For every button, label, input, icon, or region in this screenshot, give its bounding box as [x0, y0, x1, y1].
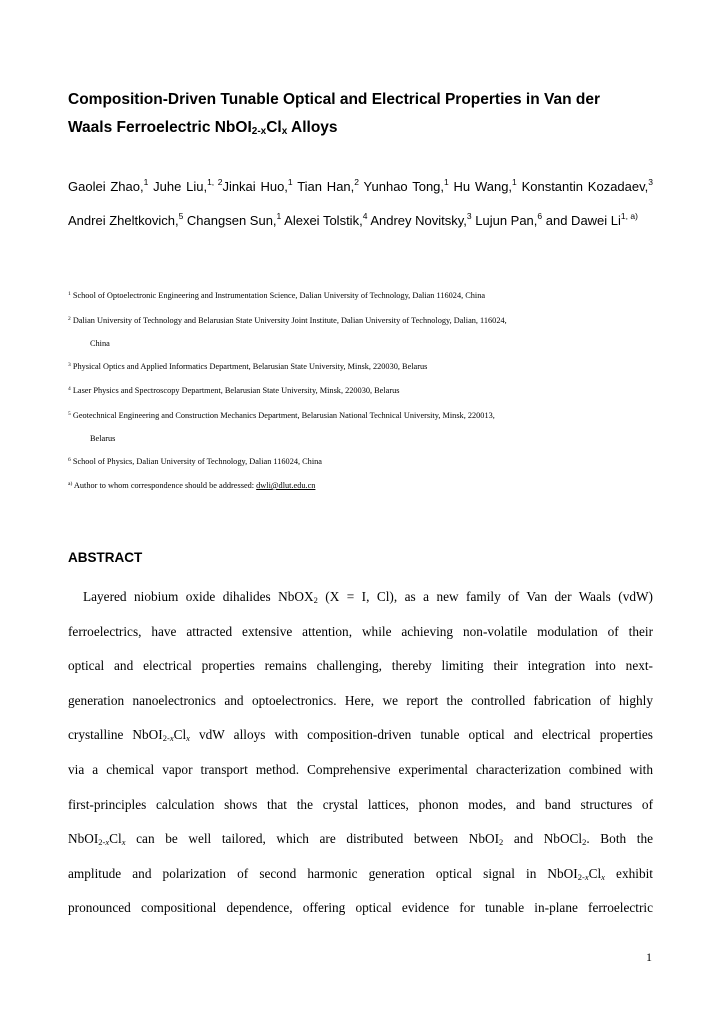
affiliation-item: $^5$ Geotechnical Engineering and Construction Mechanics Department, Belarusian National Technical University, Minsk, 220013, Belarus: [68, 410, 495, 443]
author: Jinkai Huo,$^1$: [222, 177, 293, 194]
abstract-line: ferroelectrics, have attracted extensive attention, while achieving non-volatile modulation of their: [68, 623, 653, 639]
affiliation-item: $^4$ Laser Physics and Spectroscopy Department, Belarusian State University, Minsk, 220030, Belarus: [68, 386, 400, 395]
abstract-line: generation nanoelectronics and optoelectronics. Here, we report the controlled fabrication of highly: [68, 692, 653, 708]
page-number: 1: [646, 950, 652, 964]
abstract-line: amplitude and polarization of second harmonic generation optical signal in $NbOI_{2-x}Cl_x$ exhibit: [68, 865, 653, 882]
correspondence-note: $^{a)}$ Author to whom correspondence should be addressed: dwli@dlut.edu.cn: [68, 481, 316, 490]
affiliation-item: $^2$ Dalian University of Technology and Belarusian State University Joint Institute, Dalian University of Technology, Dalian, 116024, China: [68, 315, 507, 348]
abstract-line: pronounced compositional dependence, offering optical evidence for tunable in-plane ferroelectric: [68, 900, 653, 916]
author: Gaolei Zhao,$^1$: [68, 177, 149, 194]
author: Changsen Sun,$^1$: [183, 210, 282, 228]
author: Yunhao Tong,$^1$: [359, 177, 449, 194]
affiliation-item: $^3$ Physical Optics and Applied Informatics Department, Belarusian State University, Minsk, 220030, Belarus: [68, 361, 428, 371]
author: Andrey Novitsky,$^3$: [367, 210, 472, 228]
author: Alexei Tolstik,$^4$: [281, 210, 368, 228]
correspondence-email-link[interactable]: dwli@dlut.edu.cn: [256, 481, 316, 490]
author: Juhe Liu,$^{1, 2}$: [148, 177, 223, 194]
author: and Dawei Li$^{1, a)}$: [542, 210, 638, 228]
paper-title: [68, 86, 668, 142]
affiliation-item: $^6$ School of Physics, Dalian University of Technology, Dalian 116024, China: [68, 456, 322, 466]
author-list: [68, 170, 653, 237]
author: Konstantin Kozadaev,$^3$: [516, 177, 653, 194]
affiliation-list: [68, 284, 653, 499]
abstract-line: Layered niobium oxide dihalides NbOX$_2$ (X = I, Cl), as a new family of Van der Waals (vdW): [83, 589, 653, 605]
author: Andrei Zheltkovich,$^5$: [68, 210, 184, 228]
abstract-line: via a chemical vapor transport method. Comprehensive experimental characterization combined with: [68, 761, 653, 777]
affiliation-item: $^1$ School of Optoelectronic Engineering and Instrumentation Science, Dalian University of Technology, Dalian 116024, China: [68, 291, 486, 300]
abstract-line: crystalline $NbOI_{2-x}Cl_x$ vdW alloys with composition-driven tunable optical and electrical properties: [68, 727, 653, 744]
author: Lujun Pan,$^6$: [471, 210, 543, 228]
author: Tian Han,$^2$: [292, 177, 359, 194]
author: Hu Wang,$^1$: [448, 177, 517, 194]
abstract-line: $NbOI_{2-x}Cl_x$ can be well tailored, which are distributed between NbOI$_2$ and NbOCl$_2$. Both the: [68, 831, 654, 848]
abstract-body: [68, 580, 653, 926]
abstract-line: optical and electrical properties remains challenging, thereby limiting their integration into next-: [68, 658, 653, 674]
abstract-line: first-principles calculation shows that the crystal lattices, phonon modes, and band structures of: [68, 796, 653, 812]
title-line-1: Composition-Driven Tunable Optical and Electrical Properties in Van der: [68, 91, 600, 108]
title-line-2: Waals Ferroelectric $NbOI_{2-x}Cl_x$ Alloys: [68, 119, 338, 137]
abstract-heading: ABSTRACT: [68, 550, 143, 565]
